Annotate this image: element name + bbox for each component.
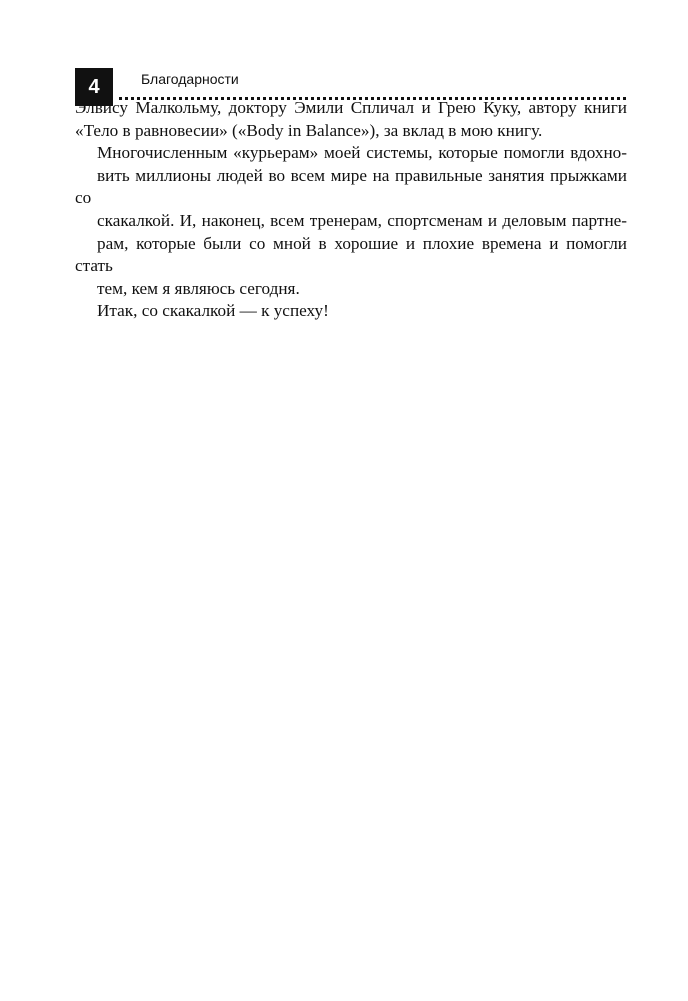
text-line: «Тело в равновесии» («Body in Balance»), за вклад в мою книгу. <box>75 120 543 140</box>
paragraph-1 <box>75 97 627 142</box>
body-text <box>75 97 627 323</box>
text-line: вить миллионы людей во всем мире на правильные занятия прыжками со <box>75 165 627 208</box>
text-line: Итак, со скакалкой — к успеху! <box>97 301 329 321</box>
text-line: тем, кем я являюсь сегодня. <box>97 278 300 298</box>
text-line: скакалкой. И, наконец, всем тренерам, спортсменам и деловым партне- <box>97 210 627 230</box>
text-line: Элвису Малкольму, доктору Эмили Спличал и Грею Куку, автору книги <box>75 98 627 117</box>
page-number: 4 <box>75 68 113 106</box>
text-line: рам, которые были со мной в хорошие и плохие времена и помогли стать <box>75 233 627 276</box>
paragraph-3 <box>75 300 627 323</box>
text-line: Многочисленным «курьерам» моей системы, которые помогли вдохно- <box>97 143 627 163</box>
section-title: Благодарности <box>141 71 239 87</box>
paragraph-2 <box>75 142 627 300</box>
